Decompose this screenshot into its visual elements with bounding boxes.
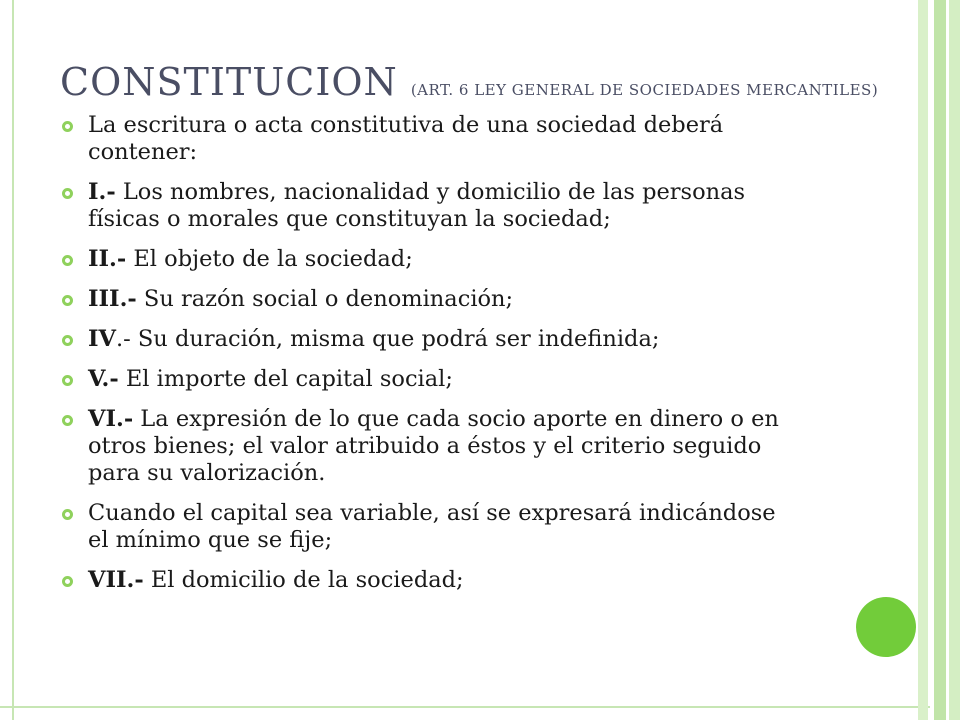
right-stripe-2 bbox=[934, 0, 946, 720]
green-circle-decoration bbox=[856, 597, 916, 657]
bullet-icon bbox=[62, 509, 73, 520]
item-number: V.- bbox=[88, 366, 119, 392]
item-number: VI.- bbox=[88, 406, 134, 432]
list-item bbox=[60, 246, 800, 273]
left-border-line bbox=[12, 0, 14, 720]
list-item bbox=[60, 179, 800, 233]
right-stripe-3 bbox=[949, 0, 960, 720]
bullet-icon bbox=[62, 375, 73, 386]
bullet-icon bbox=[62, 121, 73, 132]
list-item bbox=[60, 406, 800, 487]
bullet-icon bbox=[62, 415, 73, 426]
item-text: El domicilio de la sociedad; bbox=[143, 567, 464, 593]
title-subtitle: (ART. 6 LEY GENERAL DE SOCIEDADES MERCANTILES) bbox=[410, 81, 879, 99]
bullet-list bbox=[60, 112, 800, 607]
item-number: III.- bbox=[88, 286, 137, 312]
item-number: IV bbox=[88, 326, 116, 352]
bottom-border-line bbox=[0, 706, 930, 708]
item-text: La escritura o acta constitutiva de una sociedad deberá contener: bbox=[88, 112, 724, 165]
item-text: Los nombres, nacionalidad y domicilio de las personas físicas o morales que constituyan la sociedad; bbox=[88, 179, 746, 232]
right-stripe-1 bbox=[918, 0, 928, 720]
item-number: VII.- bbox=[88, 567, 144, 593]
list-item bbox=[60, 112, 800, 166]
item-text: .- Su duración, misma que podrá ser indefinida; bbox=[115, 326, 660, 352]
item-text: La expresión de lo que cada socio aporte en dinero o en otros bienes; el valor atribuido a éstos y el criterio seguido para su valorización. bbox=[88, 406, 779, 486]
list-item bbox=[60, 286, 800, 313]
bullet-icon bbox=[62, 255, 73, 266]
bullet-icon bbox=[62, 295, 73, 306]
bullet-icon bbox=[62, 335, 73, 346]
list-item bbox=[60, 567, 800, 594]
title-main: CONSTITUCION bbox=[60, 60, 398, 104]
item-text: Su razón social o denominación; bbox=[136, 286, 514, 312]
item-number: I.- bbox=[88, 179, 116, 205]
bullet-icon bbox=[62, 576, 73, 587]
bullet-icon bbox=[62, 188, 73, 199]
item-text: El objeto de la sociedad; bbox=[126, 246, 413, 272]
slide-title bbox=[60, 60, 878, 104]
list-item bbox=[60, 500, 800, 554]
item-text: Cuando el capital sea variable, así se expresará indicándose el mínimo que se fije; bbox=[88, 500, 776, 553]
item-number: II.- bbox=[88, 246, 127, 272]
list-item bbox=[60, 366, 800, 393]
item-text: El importe del capital social; bbox=[118, 366, 453, 392]
list-item bbox=[60, 326, 800, 353]
